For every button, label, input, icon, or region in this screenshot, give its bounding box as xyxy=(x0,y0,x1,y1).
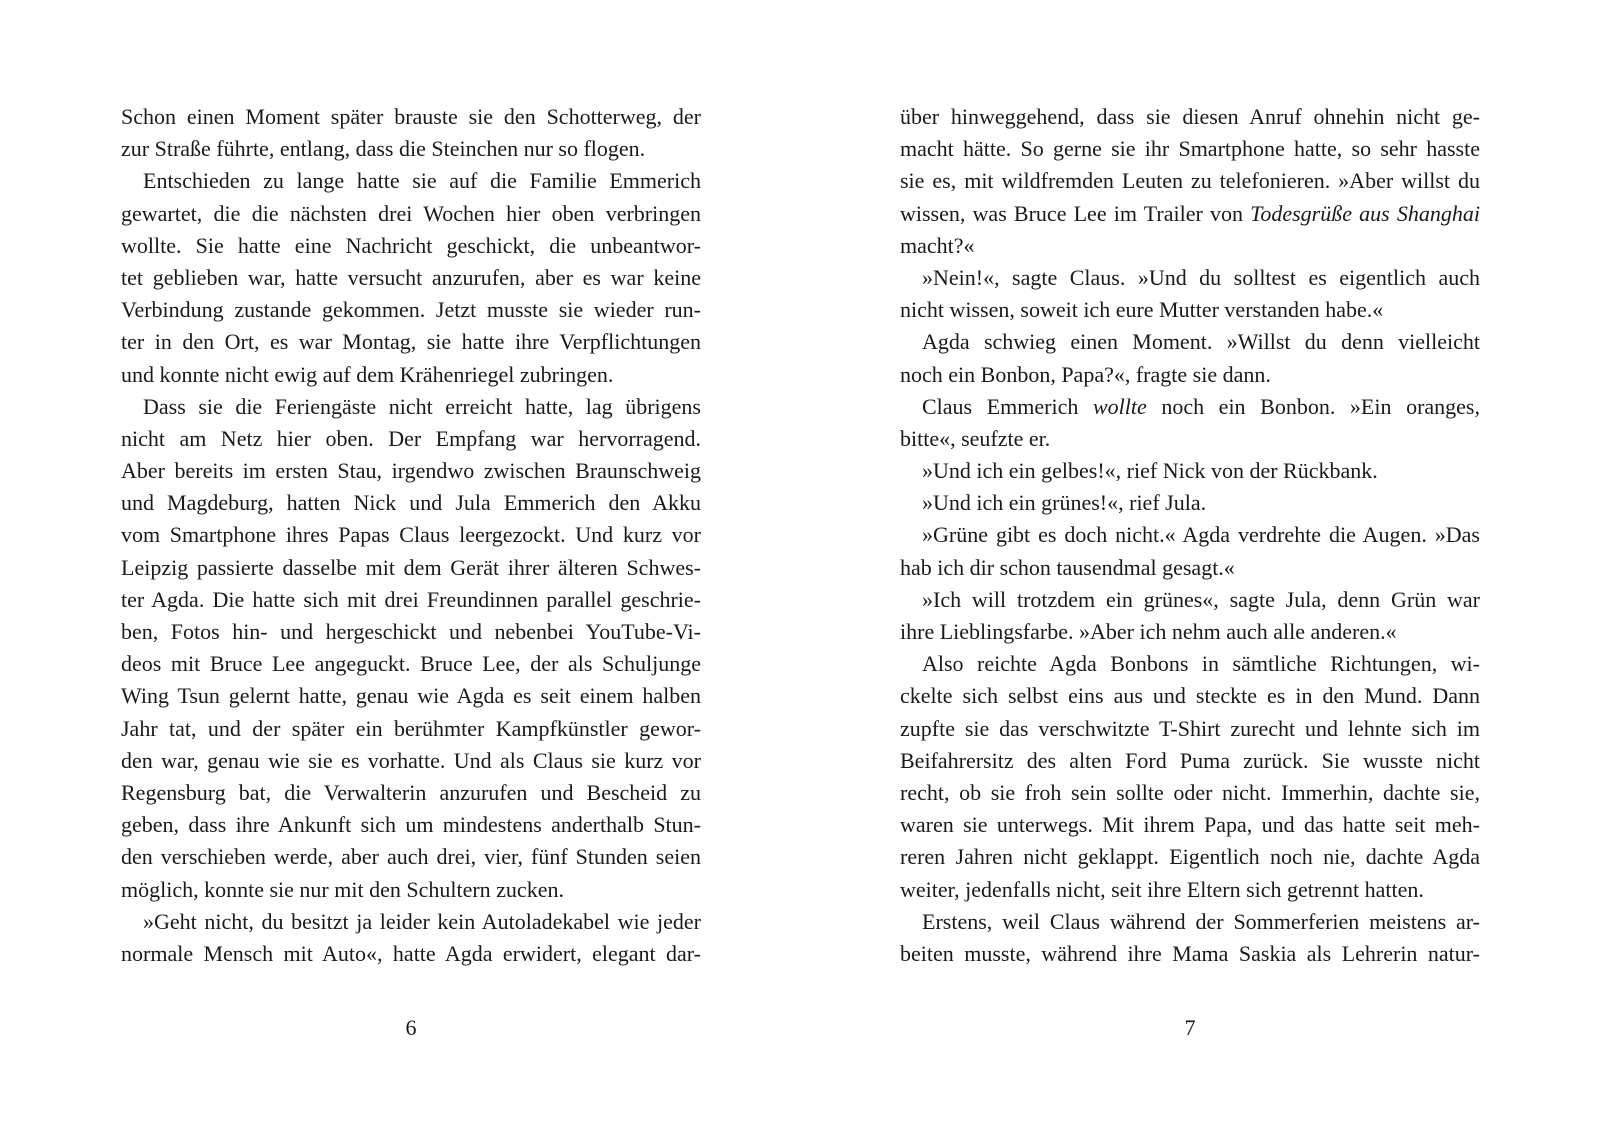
line-text: reren Jahren nicht geklappt. Eigentlich noch nie, dachte Agda xyxy=(900,844,1480,870)
text-line xyxy=(121,906,701,938)
line-text: wissen, was Bruce Lee im Trailer von xyxy=(900,200,1251,226)
text-line xyxy=(900,809,1480,841)
line-text: Also reichte Agda Bonbons in sämtliche Richtungen, wi- xyxy=(922,651,1480,677)
text-line xyxy=(900,262,1480,294)
line-text: »Und ich ein grünes!«, rief Jula. xyxy=(922,490,1207,516)
text-line xyxy=(121,423,701,455)
line-text: möglich, konnte sie nur mit den Schultern zucken. xyxy=(121,876,564,902)
line-text: ckelte sich selbst eins aus und steckte es in den Mund. Dann xyxy=(900,683,1480,709)
line-text: Regensburg bat, die Verwalterin anzurufen und Bescheid zu xyxy=(121,779,701,805)
line-text: Entschieden zu lange hatte sie auf die Familie Emmerich xyxy=(143,168,701,194)
line-text: weiter, jedenfalls nicht, seit ihre Eltern sich getrennt hatten. xyxy=(900,876,1424,902)
text-line xyxy=(121,294,701,326)
left-page-text xyxy=(121,101,701,970)
text-line xyxy=(900,648,1480,680)
left-page-number: 6 xyxy=(405,1015,417,1040)
line-text: normale Mensch mit Auto«, hatte Agda erwidert, elegant dar- xyxy=(121,940,701,966)
line-text: den war, genau wie sie es vorhatte. Und als Claus sie kurz vor xyxy=(121,747,701,773)
line-text: macht hätte. So gerne sie ihr Smartphone hatte, so sehr hasste xyxy=(900,136,1480,162)
text-line xyxy=(121,487,701,519)
line-text: ben, Fotos hin- und hergeschickt und nebenbei YouTube-Vi- xyxy=(121,619,701,644)
line-text: ihre Lieblingsfarbe. »Aber ich nehm auch alle anderen.« xyxy=(900,619,1397,644)
text-line xyxy=(900,294,1480,326)
line-text: Wing Tsun gelernt hatte, genau wie Agda es seit einem halben xyxy=(121,683,701,709)
text-line xyxy=(900,841,1480,873)
text-line xyxy=(900,133,1480,165)
text-line xyxy=(121,584,701,616)
line-text: tet geblieben war, hatte versucht anzurufen, aber es war keine xyxy=(121,264,701,290)
text-line xyxy=(121,777,701,809)
italic-text: wollte xyxy=(1092,393,1147,419)
text-line xyxy=(121,938,701,970)
text-line xyxy=(121,326,701,358)
text-line xyxy=(900,198,1480,230)
line-text: Jahr tat, und der später ein berühmter Kampfkünstler gewor- xyxy=(121,715,701,741)
line-text: nicht wissen, soweit ich eure Mutter verstanden habe.« xyxy=(900,297,1384,323)
text-line xyxy=(121,101,701,133)
text-line xyxy=(900,101,1480,133)
line-text: Verbindung zustande gekommen. Jetzt musste sie wieder run- xyxy=(121,297,701,323)
text-line xyxy=(121,713,701,745)
line-text: Schon einen Moment später brauste sie den Schotterweg, der xyxy=(121,104,701,129)
text-line xyxy=(900,165,1480,197)
text-line xyxy=(121,165,701,197)
line-text-after: noch ein Bonbon. »Ein oranges, xyxy=(1146,393,1480,419)
line-text: über hinweggehend, dass sie diesen Anruf ohnehin nicht ge- xyxy=(900,104,1480,129)
line-text: bitte«, seufzte er. xyxy=(900,425,1051,451)
line-text: Leipzig passierte dasselbe mit dem Gerät ihrer älteren Schwes- xyxy=(121,554,701,580)
line-text: Claus Emmerich xyxy=(922,393,1093,419)
text-line xyxy=(900,391,1480,423)
line-text: geben, dass ihre Ankunft sich um mindestens anderthalb Stun- xyxy=(121,812,701,838)
line-text: beiten musste, während ihre Mama Saskia als Lehrerin natur- xyxy=(900,940,1480,966)
line-text: »Grüne gibt es doch nicht.« Agda verdrehte die Augen. »Das xyxy=(922,522,1480,548)
line-text: vom Smartphone ihres Papas Claus leergezockt. Und kurz vor xyxy=(121,522,701,548)
line-text: wollte. Sie hatte eine Nachricht geschickt, die unbeantwor- xyxy=(121,232,701,258)
line-text: Beifahrersitz des alten Ford Puma zurück. Sie wusste nicht xyxy=(900,747,1480,773)
line-text: Agda schwieg einen Moment. »Willst du denn vielleicht xyxy=(922,329,1480,355)
text-line xyxy=(900,584,1480,616)
text-line xyxy=(121,648,701,680)
line-text: hab ich dir schon tausendmal gesagt.« xyxy=(900,554,1235,580)
text-line xyxy=(121,391,701,423)
line-text: Erstens, weil Claus während der Sommerferien meistens ar- xyxy=(922,908,1480,934)
line-text: noch ein Bonbon, Papa?«, fragte sie dann. xyxy=(900,361,1271,387)
text-line xyxy=(900,230,1480,262)
text-line xyxy=(900,423,1480,455)
text-line xyxy=(121,616,701,648)
text-line xyxy=(900,777,1480,809)
line-text: zupfte sie das verschwitzte T-Shirt zurecht und lehnte sich im xyxy=(900,715,1480,741)
text-line xyxy=(121,198,701,230)
text-line xyxy=(900,616,1480,648)
line-text: Aber bereits im ersten Stau, irgendwo zwischen Braunschweig xyxy=(121,458,701,484)
line-text: waren sie unterwegs. Mit ihrem Papa, und das hatte seit meh- xyxy=(900,812,1480,838)
text-line xyxy=(900,713,1480,745)
line-text: macht?« xyxy=(900,232,975,258)
line-text: deos mit Bruce Lee angeguckt. Bruce Lee, der als Schuljunge xyxy=(121,651,701,677)
text-line xyxy=(900,552,1480,584)
text-line xyxy=(121,519,701,551)
line-text: ter Agda. Die hatte sich mit drei Freundinnen parallel geschrie- xyxy=(121,586,701,612)
text-line xyxy=(121,455,701,487)
line-text: und Magdeburg, hatten Nick und Jula Emmerich den Akku xyxy=(121,490,701,516)
text-line xyxy=(121,262,701,294)
right-page-number: 7 xyxy=(1184,1015,1196,1040)
italic-text: Todesgrüße aus Shanghai xyxy=(1250,200,1480,226)
line-text: »Und ich ein gelbes!«, rief Nick von der Rückbank. xyxy=(922,458,1378,484)
text-line xyxy=(900,874,1480,906)
text-line xyxy=(900,745,1480,777)
text-line xyxy=(900,326,1480,358)
right-page-text xyxy=(900,101,1480,970)
text-line xyxy=(121,841,701,873)
line-text: »Nein!«, sagte Claus. »Und du solltest es eigentlich auch xyxy=(922,264,1480,290)
text-line xyxy=(121,874,701,906)
right-page xyxy=(900,0,1480,1131)
line-text: nicht am Netz hier oben. Der Empfang war hervorragend. xyxy=(121,425,701,451)
text-line xyxy=(121,133,701,165)
text-line xyxy=(900,455,1480,487)
line-text: gewartet, die die nächsten drei Wochen hier oben verbringen xyxy=(121,200,701,226)
line-text: und konnte nicht ewig auf dem Krähenriegel zubringen. xyxy=(121,361,614,387)
text-line xyxy=(121,230,701,262)
left-page xyxy=(121,0,701,1131)
line-text: sie es, mit wildfremden Leuten zu telefonieren. »Aber willst du xyxy=(900,168,1480,194)
line-text: ter in den Ort, es war Montag, sie hatte ihre Verpflichtungen xyxy=(121,329,701,355)
line-text: »Geht nicht, du besitzt ja leider kein Autoladekabel wie jeder xyxy=(143,908,701,934)
text-line xyxy=(121,359,701,391)
text-line xyxy=(121,552,701,584)
text-line xyxy=(900,359,1480,391)
line-text: zur Straße führte, entlang, dass die Steinchen nur so flogen. xyxy=(121,136,646,162)
line-text: recht, ob sie froh sein sollte oder nicht. Immerhin, dachte sie, xyxy=(900,779,1480,805)
text-line xyxy=(900,519,1480,551)
line-text: »Ich will trotzdem ein grünes«, sagte Jula, denn Grün war xyxy=(922,586,1480,612)
text-line xyxy=(121,809,701,841)
text-line xyxy=(900,680,1480,712)
line-text: den verschieben werde, aber auch drei, vier, fünf Stunden seien xyxy=(121,844,701,870)
text-line xyxy=(121,680,701,712)
text-line xyxy=(900,487,1480,519)
text-line xyxy=(900,906,1480,938)
line-text: Dass sie die Feriengäste nicht erreicht hatte, lag übrigens xyxy=(143,393,701,419)
text-line xyxy=(121,745,701,777)
text-line xyxy=(900,938,1480,970)
